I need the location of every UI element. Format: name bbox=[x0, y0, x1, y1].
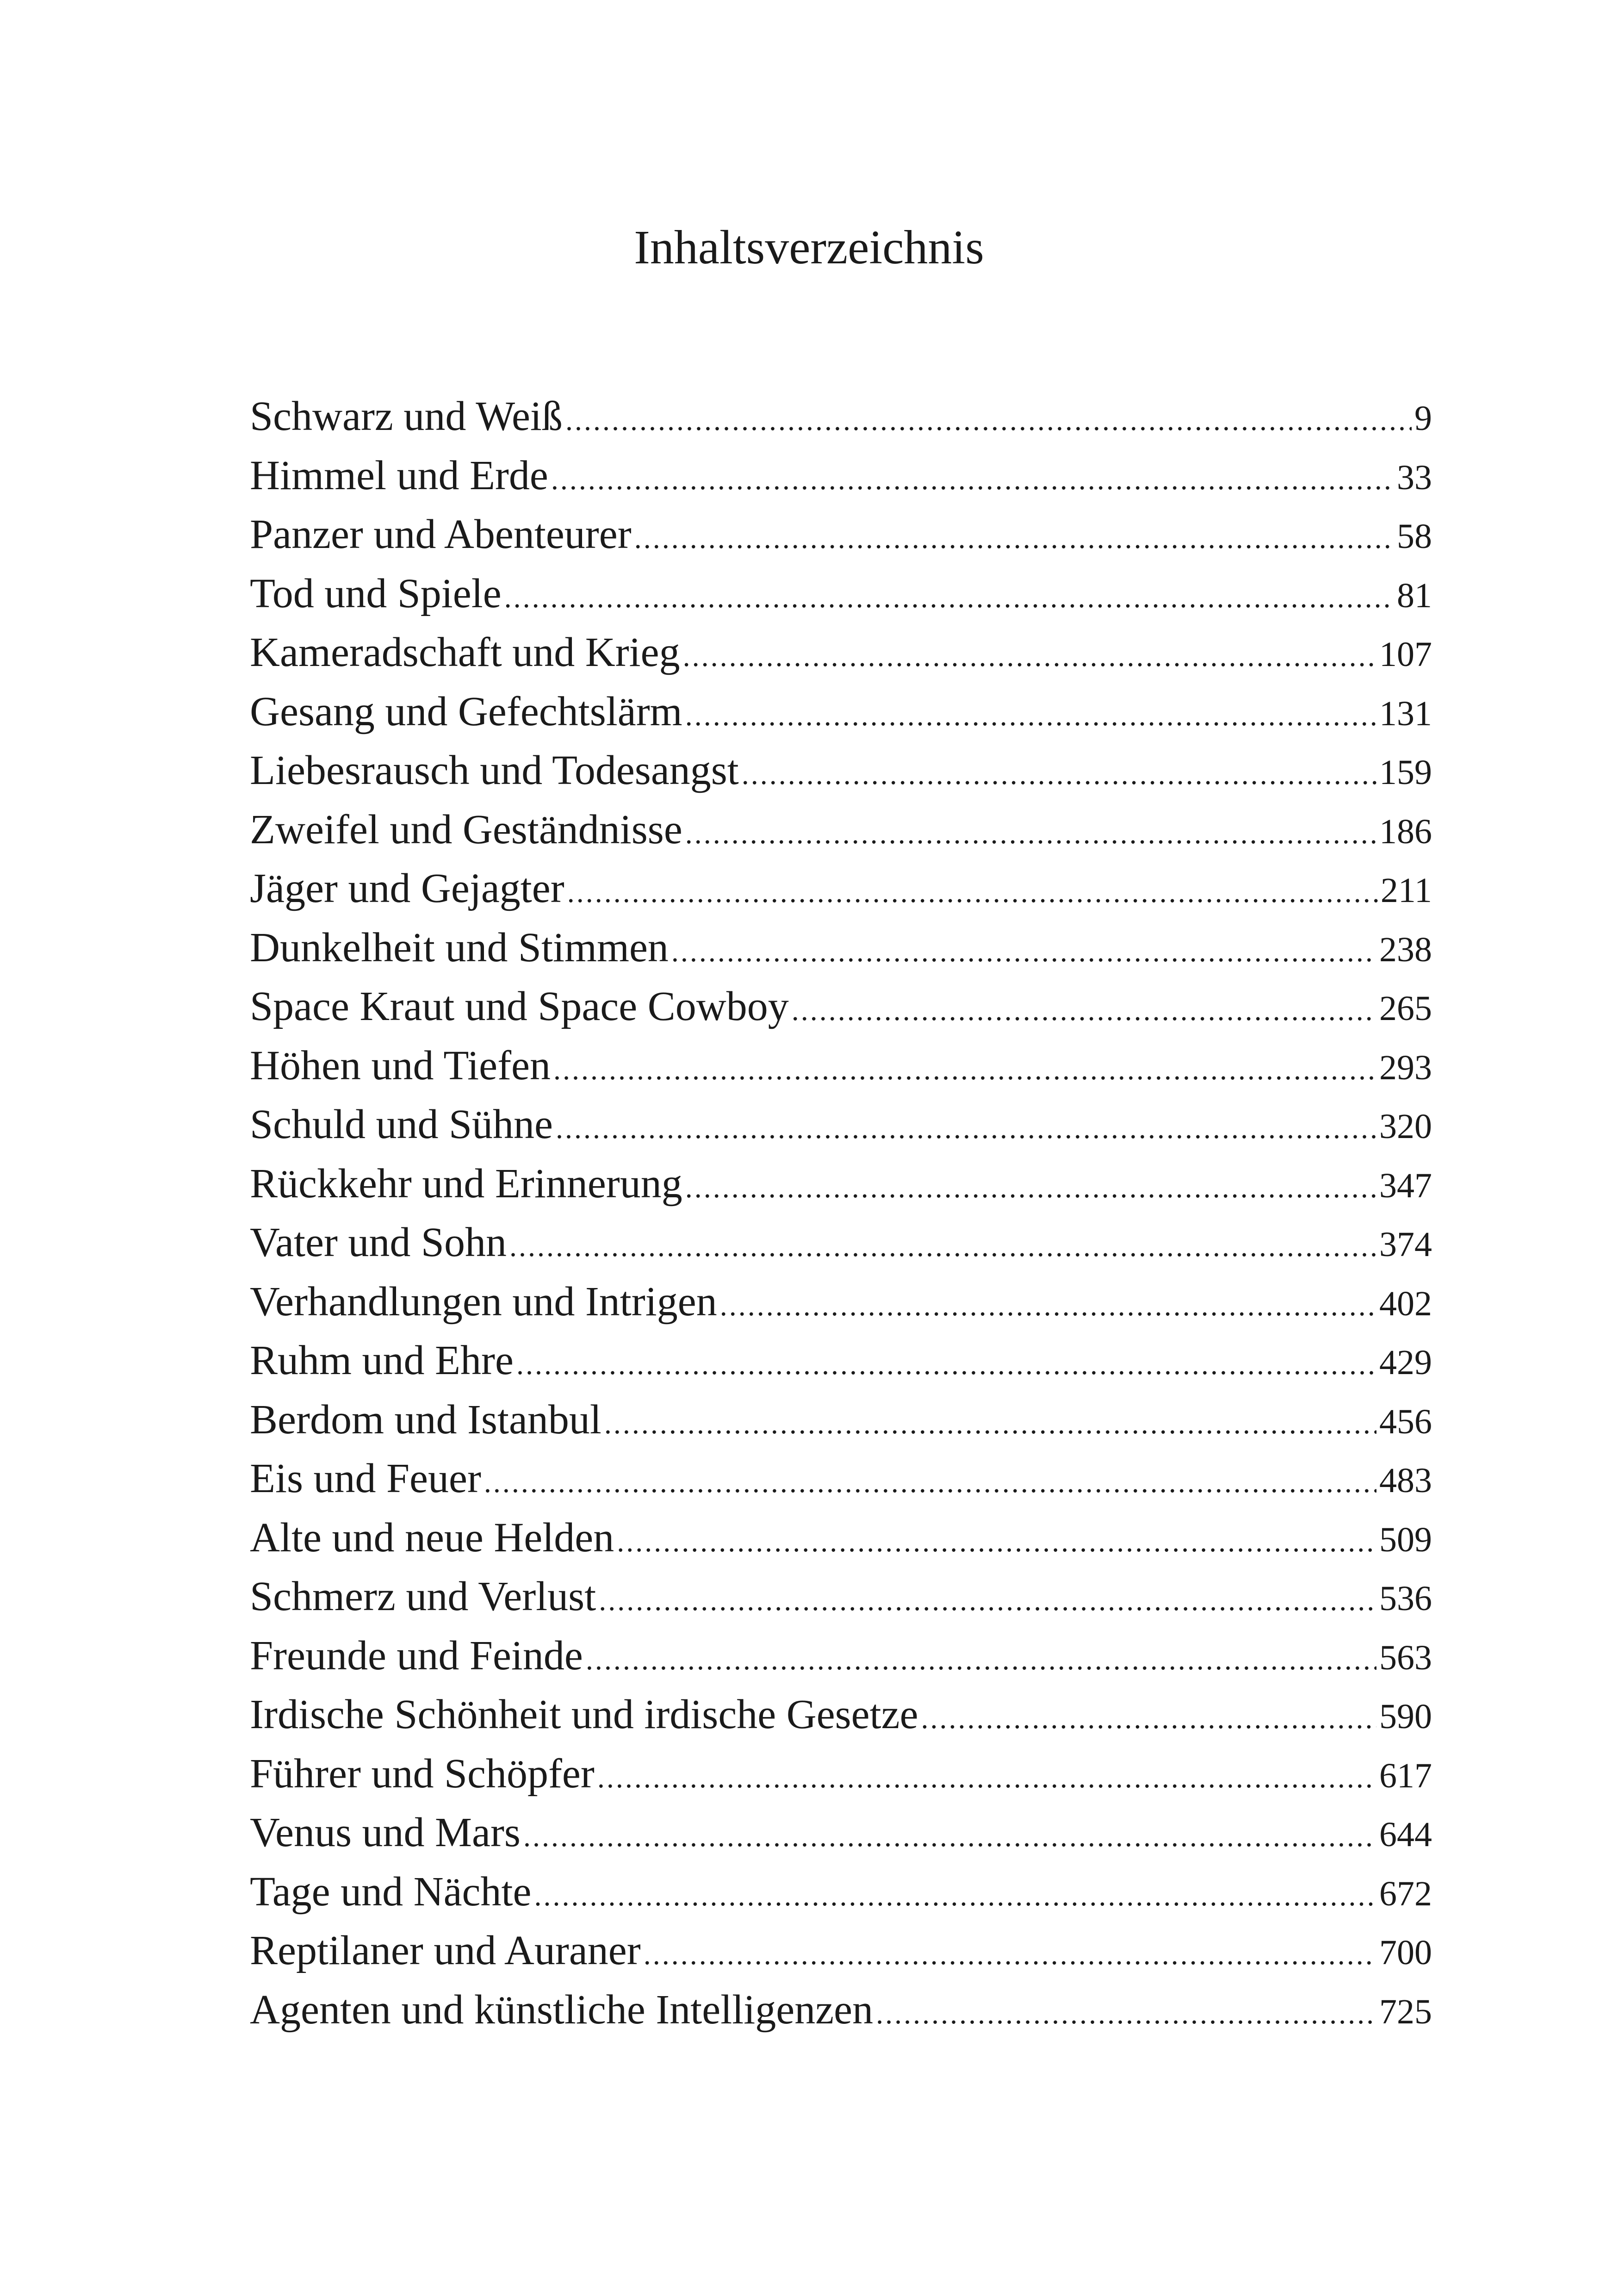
toc-entry bbox=[250, 1036, 1432, 1095]
toc-entry-page-number: 347 bbox=[1379, 1166, 1432, 1205]
toc-entry-title: Führer und Schöpfer bbox=[250, 1750, 595, 1797]
toc-entry bbox=[250, 1095, 1432, 1154]
dot-leader bbox=[634, 509, 1394, 568]
toc-entry-title: Himmel und Erde bbox=[250, 452, 548, 498]
dot-leader bbox=[553, 1040, 1376, 1099]
dot-leader bbox=[617, 1512, 1376, 1571]
dot-leader bbox=[516, 1335, 1376, 1394]
toc-entry bbox=[250, 1685, 1432, 1744]
dot-leader bbox=[644, 1925, 1376, 1984]
toc-entry-title: Schwarz und Weiß bbox=[250, 393, 563, 439]
table-of-contents bbox=[250, 387, 1432, 2039]
toc-entry-page-number: 293 bbox=[1379, 1048, 1432, 1087]
toc-entry bbox=[250, 1390, 1432, 1450]
toc-entry bbox=[250, 623, 1432, 682]
dot-leader bbox=[720, 1276, 1376, 1335]
toc-entry-title: Rückkehr und Erinnerung bbox=[250, 1160, 682, 1207]
toc-entry-title: Eis und Feuer bbox=[250, 1456, 481, 1501]
toc-entry-page-number: 429 bbox=[1379, 1343, 1432, 1382]
toc-entry-page-number: 159 bbox=[1379, 753, 1432, 792]
toc-entry-page-number: 700 bbox=[1379, 1933, 1432, 1972]
toc-entry-page-number: 725 bbox=[1379, 1992, 1432, 2031]
toc-entry-title: Verhandlungen und Intrigen bbox=[250, 1278, 717, 1325]
toc-entry bbox=[250, 1626, 1432, 1686]
toc-entry-title: Dunkelheit und Stimmen bbox=[250, 924, 669, 971]
toc-entry-title: Tod und Spiele bbox=[250, 570, 502, 616]
toc-entry bbox=[250, 918, 1432, 977]
toc-entry bbox=[250, 387, 1432, 446]
toc-entry bbox=[250, 1154, 1432, 1213]
toc-entry bbox=[250, 564, 1432, 623]
dot-leader bbox=[551, 450, 1394, 509]
toc-entry-title: Reptilaner und Auraner bbox=[250, 1928, 641, 1973]
toc-entry-page-number: 186 bbox=[1379, 812, 1432, 851]
toc-entry bbox=[250, 800, 1432, 859]
toc-entry bbox=[250, 1567, 1432, 1626]
toc-entry-page-number: 483 bbox=[1379, 1461, 1432, 1500]
dot-leader bbox=[683, 627, 1376, 686]
dot-leader bbox=[921, 1689, 1376, 1748]
toc-entry bbox=[250, 741, 1432, 800]
dot-leader bbox=[567, 863, 1378, 922]
toc-entry-title: Irdische Schönheit und irdische Gesetze bbox=[250, 1692, 918, 1737]
toc-entry-title: Space Kraut und Space Cowboy bbox=[250, 983, 789, 1029]
toc-entry-page-number: 131 bbox=[1379, 694, 1432, 733]
toc-entry-title: Venus und Mars bbox=[250, 1810, 521, 1855]
toc-entry bbox=[250, 1862, 1432, 1922]
dot-leader bbox=[484, 1453, 1376, 1512]
toc-entry-title: Vater und Sohn bbox=[250, 1220, 507, 1265]
toc-entry-page-number: 509 bbox=[1379, 1520, 1432, 1559]
dot-leader bbox=[523, 1807, 1376, 1866]
dot-leader bbox=[565, 391, 1412, 450]
toc-entry-page-number: 107 bbox=[1379, 635, 1432, 674]
toc-entry-page-number: 536 bbox=[1379, 1579, 1432, 1618]
toc-entry-page-number: 81 bbox=[1397, 576, 1432, 615]
toc-entry-page-number: 456 bbox=[1379, 1402, 1432, 1441]
toc-entry-title: Liebesrausch und Todesangst bbox=[250, 747, 739, 793]
toc-entry bbox=[250, 1803, 1432, 1862]
toc-entry-page-number: 644 bbox=[1379, 1815, 1432, 1854]
toc-entry-page-number: 238 bbox=[1379, 930, 1432, 969]
toc-entry-page-number: 590 bbox=[1379, 1697, 1432, 1736]
toc-entry-page-number: 320 bbox=[1379, 1107, 1432, 1146]
toc-entry-title: Berdom und Istanbul bbox=[250, 1396, 601, 1443]
toc-entry-title: Ruhm und Ehre bbox=[250, 1338, 514, 1383]
toc-heading: Inhaltsverzeichnis bbox=[634, 221, 984, 274]
toc-entry bbox=[250, 505, 1432, 564]
toc-entry-page-number: 617 bbox=[1379, 1756, 1432, 1795]
toc-entry-title: Alte und neue Helden bbox=[250, 1514, 614, 1561]
toc-entry bbox=[250, 859, 1432, 918]
dot-leader bbox=[685, 686, 1376, 745]
toc-entry-page-number: 672 bbox=[1379, 1874, 1432, 1913]
dot-leader bbox=[685, 1158, 1376, 1217]
toc-entry-page-number: 33 bbox=[1397, 458, 1432, 497]
dot-leader bbox=[599, 1571, 1376, 1630]
toc-entry-page-number: 58 bbox=[1397, 517, 1432, 556]
dot-leader bbox=[604, 1394, 1376, 1453]
toc-entry bbox=[250, 1213, 1432, 1272]
toc-entry bbox=[250, 1508, 1432, 1568]
toc-entry-title: Zweifel und Geständnisse bbox=[250, 806, 682, 852]
toc-entry bbox=[250, 446, 1432, 505]
toc-entry bbox=[250, 1980, 1432, 2040]
toc-entry-title: Kameradschaft und Krieg bbox=[250, 629, 680, 675]
toc-entry-title: Jäger und Gejagter bbox=[250, 865, 564, 911]
toc-entry bbox=[250, 977, 1432, 1036]
dot-leader bbox=[597, 1748, 1376, 1807]
toc-entry bbox=[250, 1331, 1432, 1390]
toc-entry bbox=[250, 682, 1432, 741]
dot-leader bbox=[534, 1866, 1376, 1925]
toc-entry-title: Schuld und Sühne bbox=[250, 1101, 553, 1147]
toc-entry-page-number: 9 bbox=[1414, 399, 1432, 438]
toc-entry-title: Gesang und Gefechtslärm bbox=[250, 688, 682, 734]
dot-leader bbox=[509, 1217, 1376, 1276]
dot-leader bbox=[685, 804, 1376, 863]
dot-leader bbox=[876, 1984, 1376, 2043]
dot-leader bbox=[671, 922, 1376, 981]
toc-entry bbox=[250, 1921, 1432, 1980]
dot-leader bbox=[586, 1630, 1376, 1689]
toc-entry-title: Schmerz und Verlust bbox=[250, 1574, 596, 1619]
toc-entry-title: Panzer und Abenteurer bbox=[250, 511, 632, 557]
toc-entry-page-number: 563 bbox=[1379, 1638, 1432, 1677]
toc-entry bbox=[250, 1272, 1432, 1332]
toc-entry-page-number: 402 bbox=[1379, 1284, 1432, 1323]
toc-entry bbox=[250, 1449, 1432, 1508]
toc-entry-title: Tage und Nächte bbox=[250, 1868, 532, 1915]
toc-entry-title: Freunde und Feinde bbox=[250, 1632, 583, 1679]
dot-leader bbox=[792, 981, 1376, 1040]
toc-entry bbox=[250, 1744, 1432, 1804]
dot-leader bbox=[504, 568, 1394, 627]
toc-entry-title: Agenten und künstliche Intelligenzen bbox=[250, 1986, 874, 2033]
dot-leader bbox=[556, 1099, 1376, 1158]
toc-entry-title: Höhen und Tiefen bbox=[250, 1042, 551, 1089]
dot-leader bbox=[742, 745, 1376, 804]
toc-entry-page-number: 374 bbox=[1379, 1225, 1432, 1264]
toc-entry-page-number: 265 bbox=[1379, 989, 1432, 1028]
toc-entry-page-number: 211 bbox=[1380, 871, 1432, 910]
